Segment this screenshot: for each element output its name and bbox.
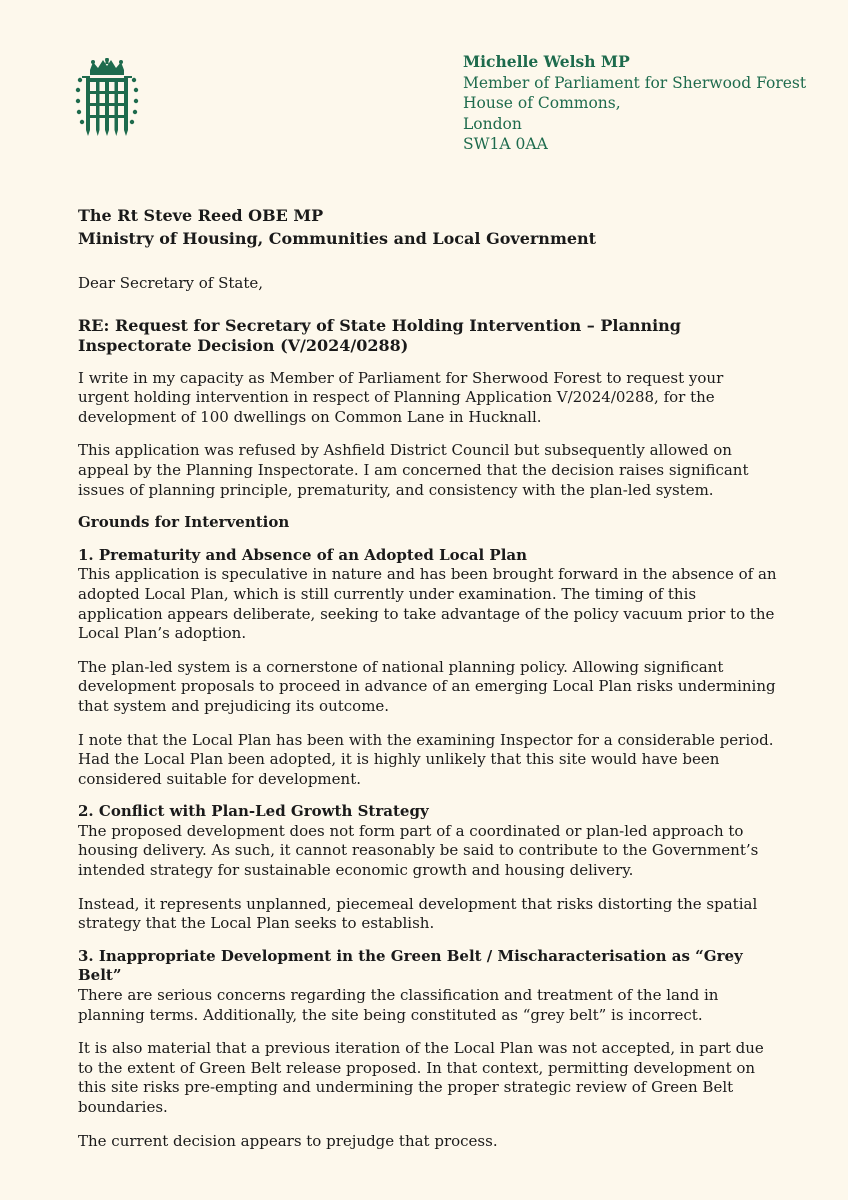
section-paragraph: I note that the Local Plan has been with the examining Inspector for a considerable period. Had the Local Plan been adopted, it is highly unlikely that this site would have been considered suitable for development. [78, 730, 774, 788]
salutation: Dear Secretary of State, [78, 274, 264, 292]
section-heading: 3. Inappropriate Development in the Green Belt / Mischaracterisation as “Grey Belt” [78, 946, 743, 985]
sender-line: London [463, 114, 522, 133]
section-paragraph: The current decision appears to prejudge that process. [78, 1131, 498, 1150]
portcullis-icon [74, 58, 140, 136]
recipient-department: Ministry of Housing, Communities and Local Government [78, 229, 597, 248]
sender-line: Member of Parliament for Sherwood Forest [463, 73, 807, 92]
section-paragraph: The proposed development does not form part of a coordinated or plan-led approach to housing delivery. As such, it cannot reasonably be said to contribute to the Government’s intended strategy for sustainable economic growth and housing delivery. [78, 821, 759, 880]
subject-line: RE: Request for Secretary of State Holding Intervention – Planning Inspectorate Decision (V/2024/0288) [78, 315, 681, 355]
section-paragraph: The plan-led system is a cornerstone of national planning policy. Allowing significant development proposals to proceed in advance of an emerging Local Plan risks undermining that system and prejudicing its outcome. [78, 657, 776, 715]
sender-name: Michelle Welsh MP [463, 52, 630, 71]
section-heading: 1. Prematurity and Absence of an Adopted Local Plan [78, 545, 528, 564]
letter-body [78, 204, 778, 1151]
sender-address-block [463, 52, 823, 155]
intro-paragraph: I write in my capacity as Member of Parliament for Sherwood Forest to request your urgent holding intervention in respect of Planning Application V/2024/0288, for the development of 100 dwellings on Common Lane in Hucknall. [78, 368, 724, 426]
section-paragraph: There are serious concerns regarding the classification and treatment of the land in planning terms. Additionally, the site being constituted as “grey belt” is incorrect. [78, 986, 719, 1024]
grounds-heading: Grounds for Intervention [78, 513, 290, 532]
recipient-block [78, 204, 778, 250]
section-heading: 2. Conflict with Plan-Led Growth Strategy [78, 802, 429, 821]
section-paragraph: This application is speculative in nature and has been brought forward in the absence of an adopted Local Plan, which is still currently under examination. The timing of this application appears deliberate, seeking to take advantage of the policy vacuum prior to the Local Plan’s adoption. [78, 565, 777, 643]
sender-line: House of Commons, [463, 94, 621, 112]
section-paragraph: It is also material that a previous iteration of the Local Plan was not accepted, in part due to the extent of Green Belt release proposed. In that context, permitting development on this site risks pre-empting and undermining the proper strategic review of Green Belt boundaries. [78, 1039, 764, 1116]
sender-line: SW1A 0AA [463, 135, 548, 153]
recipient-name: The Rt Steve Reed OBE MP [78, 206, 324, 225]
section-paragraph: Instead, it represents unplanned, piecemeal development that risks distorting the spatial strategy that the Local Plan seeks to establish. [78, 894, 758, 933]
intro-paragraph: This application was refused by Ashfield District Council but subsequently allowed on appeal by the Planning Inspectorate. I am concerned that the decision raises significant issues of planning principle, prematurity, and consistency with the plan-led system. [78, 441, 749, 499]
